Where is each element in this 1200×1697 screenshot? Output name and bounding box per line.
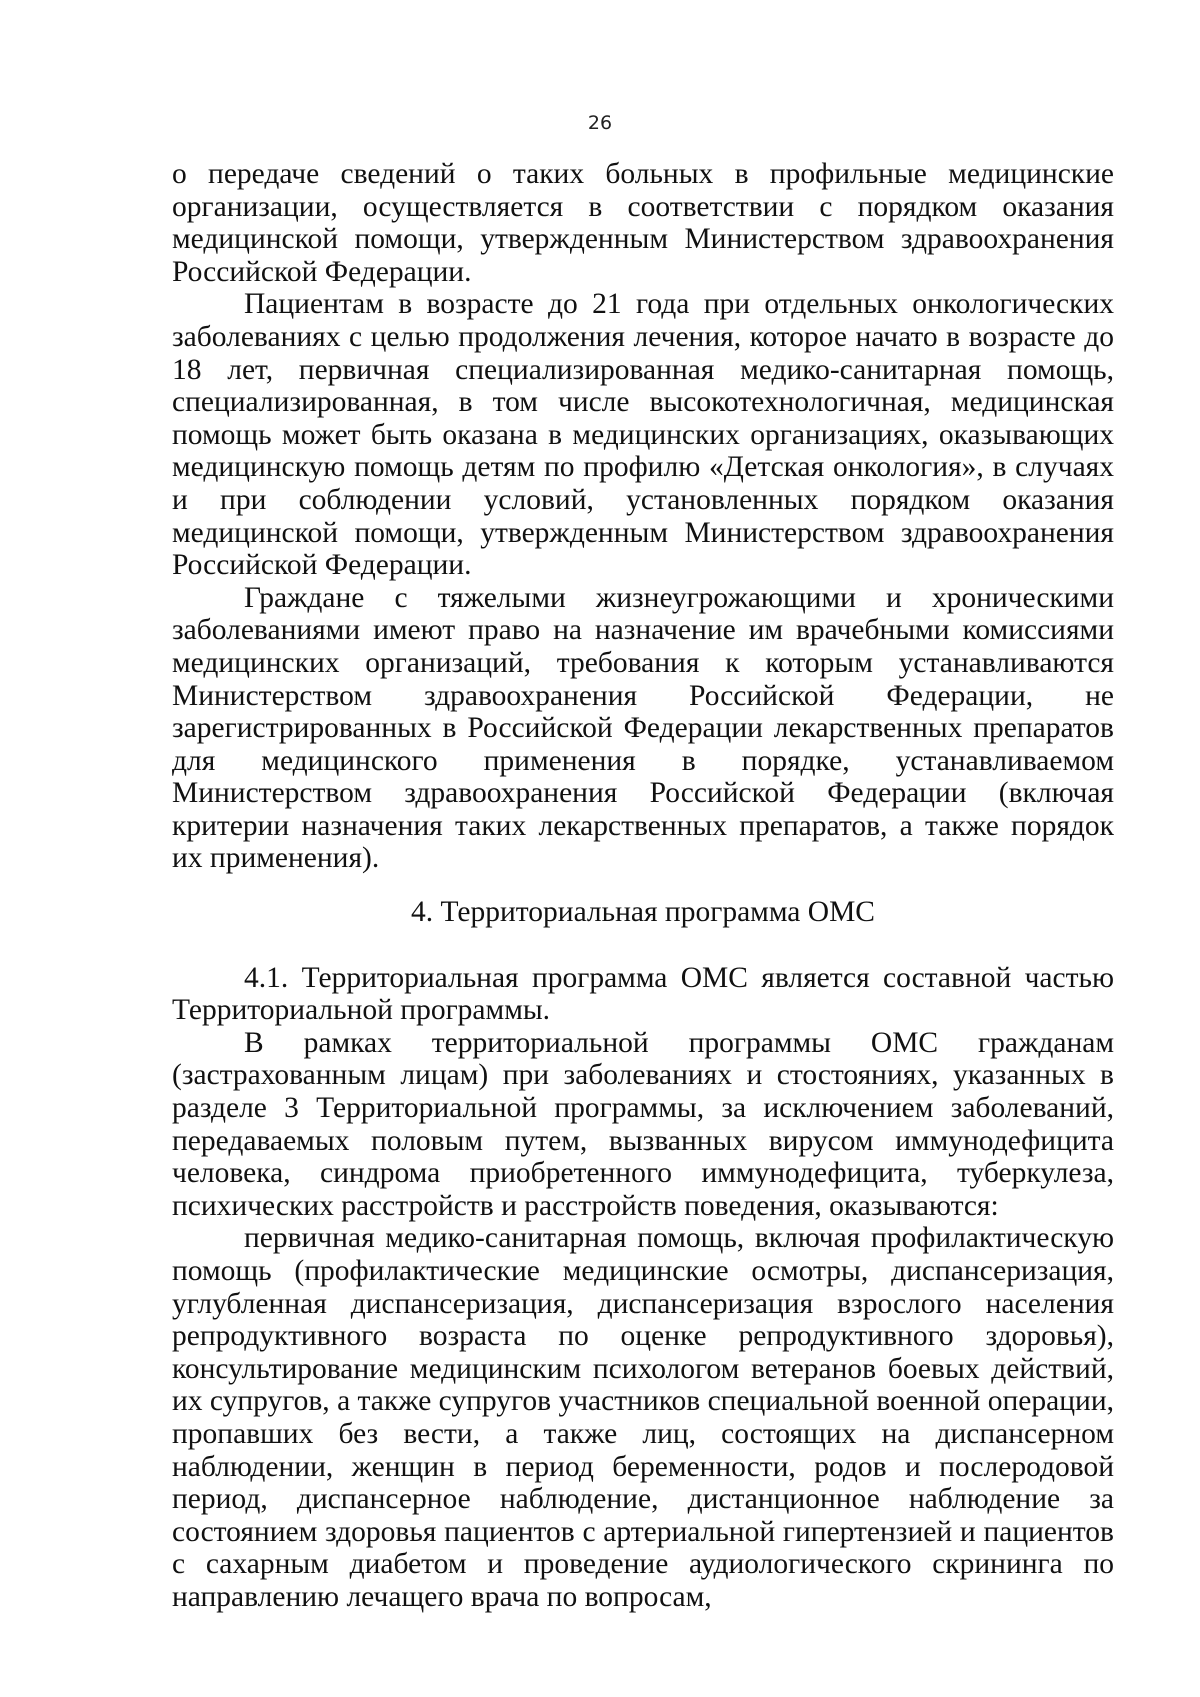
- paragraph-4-1: 4.1. Территориальная программа ОМС является составной частью Территориальной программы.: [172, 961, 1114, 1027]
- page-number: 26: [587, 112, 613, 134]
- paragraph-primary-care: первичная медико-санитарная помощь, включая профилактическую помощь (профилактические медицинские осмотры, диспансеризация, углубленная диспансеризация, диспансеризация взрослого населения репродуктивного возраста по оценке репродуктивного здоровья), консультирование медицинским психологом ветеранов боевых действий, их супругов, а также супругов участников специальной военной операции, пропавших без вести, а также лиц, состоящих на диспансерном наблюдении, женщин в период беременности, родов и послеродовой период, диспансерное наблюдение, дистанционное наблюдение за состоянием здоровья пациентов с артериальной гипертензией и пациентов с сахарным диабетом и проведение аудиологического скрининга по направлению лечащего врача по вопросам,: [172, 1222, 1114, 1613]
- paragraph-continuation: о передаче сведений о таких больных в профильные медицинские организации, осуществляется в соответствии с порядком оказания медицинской помощи, утвержденным Министерством здравоохранения Российской Федерации.: [172, 158, 1114, 288]
- paragraph-unregistered-drugs: Граждане с тяжелыми жизнеугрожающими и хроническими заболеваниями имеют право на назначение им врачебными комиссиями медицинских организаций, требования к которым устанавливаются Министерством здравоохранения Российской Федерации, не зарегистрированных в Российской Федерации лекарственных препаратов для медицинского применения в порядке, устанавливаемом Министерством здравоохранения Российской Федерации (включая критерии назначения таких лекарственных препаратов, а также порядок их применения).: [172, 581, 1114, 875]
- paragraph-oms-scope: В рамках территориальной программы ОМС гражданам (застрахованным лицам) при заболеваниях и стостояниях, указанных в разделе 3 Территориальной программы, за исключением заболеваний, передаваемых половым путем, вызванных вирусом иммунодефицита человека, синдрома приобретенного иммунодефицита, туберкулеза, психических расстройств и расстройств поведения, оказываются:: [172, 1026, 1114, 1222]
- section-heading: 4. Территориальная программа ОМС: [411, 896, 875, 929]
- paragraph-pediatric-oncology: Пациентам в возрасте до 21 года при отдельных онкологических заболеваниях с целью продолжения лечения, которое начато в возрасте до 18 лет, первичная специализированная медико-санитарная помощь, специализированная, в том числе высокотехнологичная, медицинская помощь может быть оказана в медицинских организациях, оказывающих медицинскую помощь детям по профилю «Детская онкология», в случаях и при соблюдении условий, установленных порядком оказания медицинской помощи, утвержденным Министерством здравоохранения Российской Федерации.: [172, 288, 1114, 582]
- document-body: [172, 158, 1114, 1614]
